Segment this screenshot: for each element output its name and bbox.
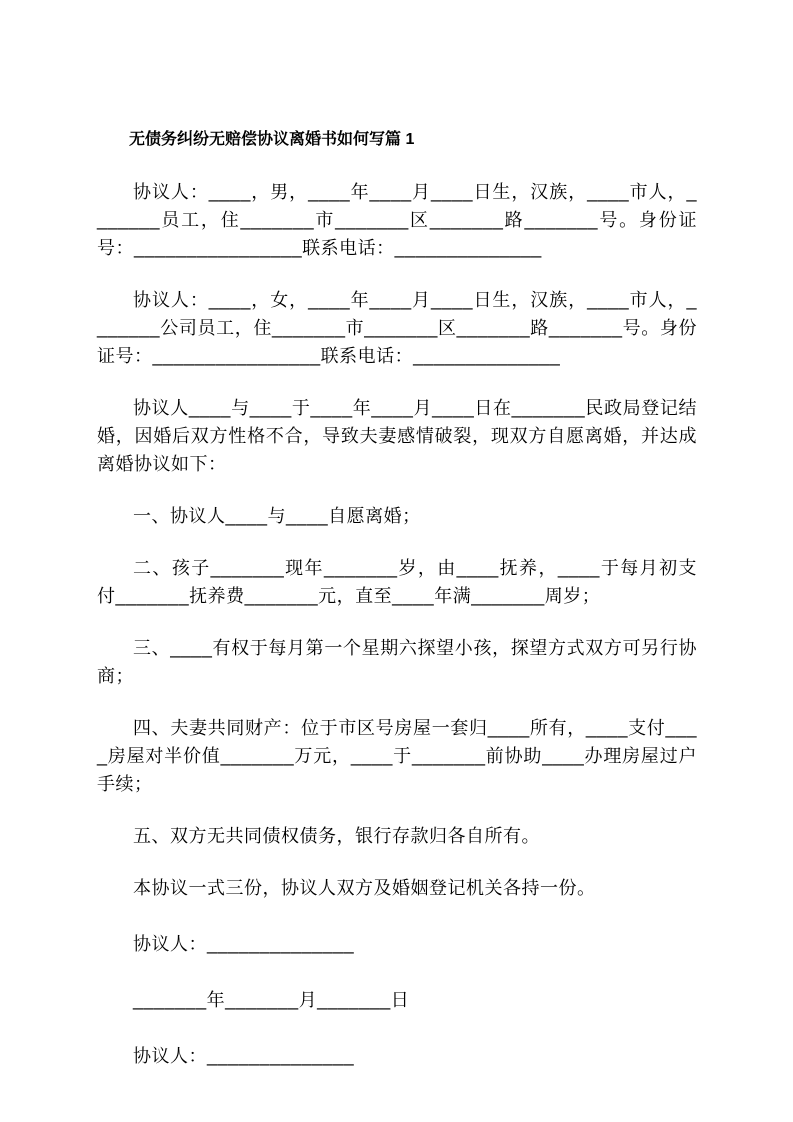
clause-3-visitation: 三、____有权于每月第一个星期六探望小孩，探望方式双方可另行协商；	[97, 638, 697, 686]
clause-4-property: 四、夫妻共同财产：位于市区号房屋一套归____所有，____支付____房屋对半价值_______万元，____于_______前协助____办理房屋过户手续；	[97, 718, 697, 794]
recital-paragraph: 协议人____与____于____年____月____日在_______民政局登记结婚，因婚后双方性格不合，导致夫妻感情破裂，现双方自愿离婚，并达成离婚协议如下：	[97, 398, 697, 474]
clause-1-voluntary-divorce: 一、协议人____与____自愿离婚；	[133, 506, 421, 526]
signature-party-a-line: 协议人：______________	[133, 934, 355, 954]
date-line: _______年_______月_______日	[133, 990, 410, 1010]
clause-5-debts: 五、双方无共同债权债务，银行存款归各自所有。	[133, 826, 540, 846]
document-title: 无债务纠纷无赔偿协议离婚书如何写篇 1	[129, 131, 415, 148]
party-b-paragraph: 协议人：____，女，____年____月____日生，汉族，____市人，_______公司员工，住_______市_______区_______路_______号。身份证号：________________联系电话：______________	[97, 290, 697, 366]
clause-2-child-custody: 二、孩子_______现年_______岁，由____抚养，____于每月初支付_______抚养费_______元，直至____年满_______周岁；	[97, 558, 697, 606]
signature-party-b-line: 协议人：______________	[133, 1046, 355, 1066]
copies-paragraph: 本协议一式三份，协议人双方及婚姻登记机关各持一份。	[133, 878, 596, 898]
party-a-paragraph: 协议人：____，男，____年____月____日生，汉族，____市人，_______员工，住_______市_______区_______路_______号。身份证号：________________联系电话：______________	[97, 182, 697, 258]
